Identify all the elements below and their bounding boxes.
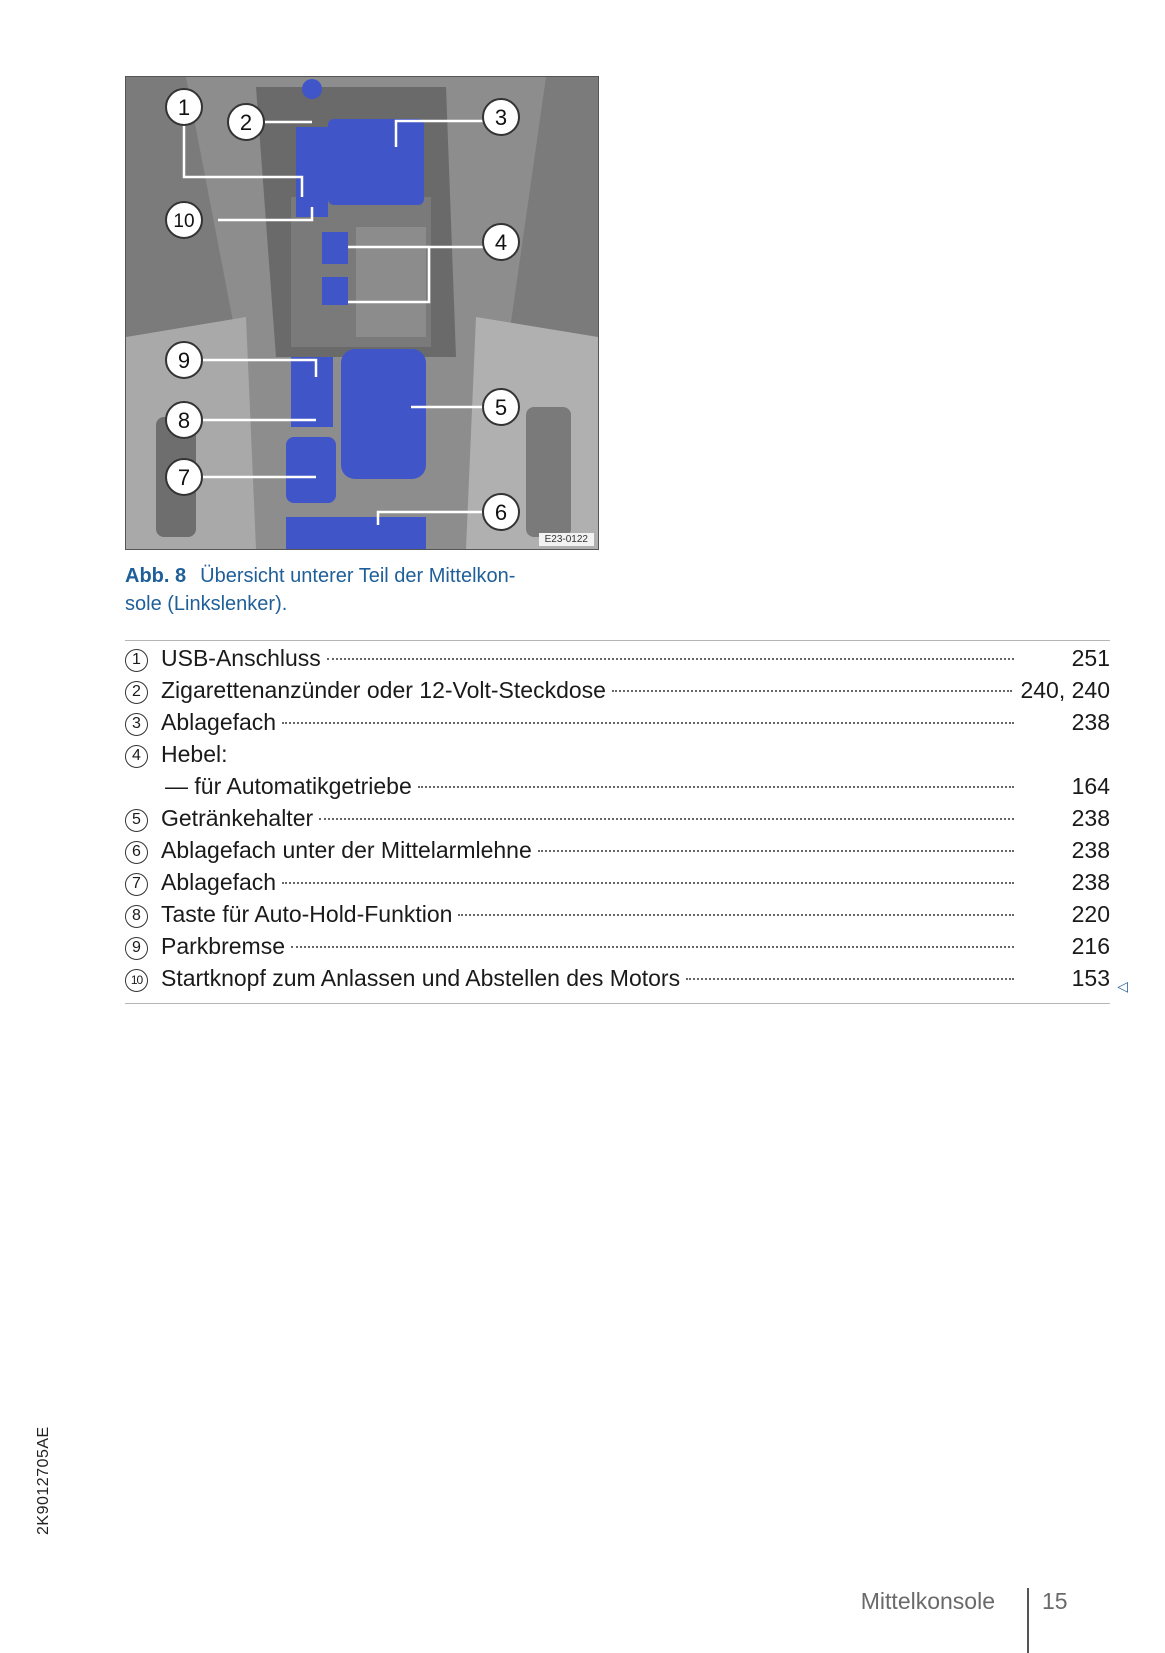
leader-dots: [282, 721, 1014, 724]
page-number: 15: [1042, 1588, 1068, 1614]
callout-3: [483, 99, 519, 135]
legend-label: — für Automatikgetriebe: [165, 773, 412, 799]
callout-8: [166, 402, 202, 438]
svg-text:1: 1: [177, 95, 191, 120]
callout-2: [228, 104, 264, 140]
callout-9: [166, 342, 202, 378]
legend-number: 4: [125, 745, 148, 768]
figure-code: E23-0122: [539, 533, 594, 546]
leader-dots: [291, 945, 1014, 948]
legend-page-ref[interactable]: 238: [1071, 709, 1110, 735]
leader-dots: [612, 689, 1013, 692]
leader-dots: [458, 913, 1014, 916]
leader-dots: [418, 785, 1014, 788]
legend-item: [125, 834, 1110, 866]
svg-text:6: 6: [494, 500, 508, 525]
document-code: 2K9012705AE: [35, 1426, 52, 1535]
legend-label: Parkbremse: [161, 933, 285, 959]
leader-dots: [686, 977, 1014, 980]
legend-item: [125, 738, 1110, 770]
legend-page-ref[interactable]: 238: [1071, 805, 1110, 831]
legend-number: 6: [125, 841, 148, 864]
legend-page-ref[interactable]: 238: [1071, 837, 1110, 863]
leader-dots: [282, 881, 1014, 884]
legend-subitem: [125, 770, 1110, 802]
legend-number: 3: [125, 713, 148, 736]
legend-number: 10: [125, 969, 148, 992]
legend-label: Taste für Auto-Hold-Funktion: [161, 901, 453, 927]
callout-4: [483, 224, 519, 260]
legend-page-ref[interactable]: 238: [1071, 869, 1110, 895]
legend-number: 2: [125, 681, 148, 704]
legend-list: [125, 642, 1128, 994]
caption-text-line2: sole (Linkslenker).: [125, 593, 288, 615]
figure-caption: [125, 562, 595, 618]
legend-page-ref[interactable]: 164: [1071, 773, 1110, 799]
footer-section-title: Mittelkonsole: [860, 1588, 995, 1614]
console-figure: [125, 76, 599, 550]
footer-divider: [1027, 1588, 1029, 1653]
leader-dots: [319, 817, 1014, 820]
legend-item: [125, 802, 1110, 834]
legend-item: [125, 706, 1110, 738]
legend-page-ref[interactable]: 220: [1071, 901, 1110, 927]
console-illustration: [126, 77, 598, 549]
svg-text:3: 3: [494, 105, 508, 130]
callout-10: [166, 202, 202, 238]
section-end-icon: ◁: [1117, 978, 1128, 994]
svg-text:7: 7: [177, 465, 191, 490]
caption-text-line1: Übersicht unterer Teil der Mittelkon-: [200, 565, 516, 587]
legend-number: 9: [125, 937, 148, 960]
legend-page-ref[interactable]: 153: [1071, 965, 1110, 991]
legend-number: 5: [125, 809, 148, 832]
legend-number: 7: [125, 873, 148, 896]
legend-item: [125, 898, 1110, 930]
legend-label: Zigarettenanzünder oder 12-Volt-Steckdose: [161, 677, 606, 703]
svg-text:9: 9: [177, 348, 191, 373]
legend-page-ref[interactable]: 240, 240: [1020, 677, 1110, 703]
callout-7: [166, 459, 202, 495]
legend-label: Getränkehalter: [161, 805, 314, 831]
legend-label: Ablagefach: [161, 869, 277, 895]
legend-label: Ablagefach: [161, 709, 277, 735]
legend-top-rule: [125, 640, 1110, 641]
svg-text:10: 10: [173, 211, 195, 232]
svg-text:5: 5: [494, 395, 508, 420]
legend-item: [125, 930, 1110, 962]
legend-item: [125, 674, 1110, 706]
legend-label: Startknopf zum Anlassen und Abstellen des Motors: [161, 965, 681, 991]
callout-6: [483, 494, 519, 530]
legend-number: 1: [125, 649, 148, 672]
legend-item: [125, 866, 1110, 898]
legend-item: [125, 962, 1128, 994]
leader-dots: [538, 849, 1014, 852]
legend-label: USB-Anschluss: [161, 645, 321, 671]
legend-page-ref[interactable]: 251: [1071, 645, 1110, 671]
svg-text:2: 2: [239, 110, 253, 135]
svg-text:8: 8: [177, 408, 191, 433]
legend-label: Hebel:: [161, 741, 228, 767]
leader-dots: [327, 657, 1014, 660]
svg-text:4: 4: [494, 230, 508, 255]
legend-item: [125, 642, 1110, 674]
legend-page-ref[interactable]: 216: [1071, 933, 1110, 959]
legend-label: Ablagefach unter der Mittelarmlehne: [161, 837, 532, 863]
callout-1: [166, 89, 202, 125]
legend-bottom-rule: [125, 1003, 1110, 1004]
callout-5: [483, 389, 519, 425]
figure-label: Abb. 8: [125, 565, 187, 587]
legend-number: 8: [125, 905, 148, 928]
